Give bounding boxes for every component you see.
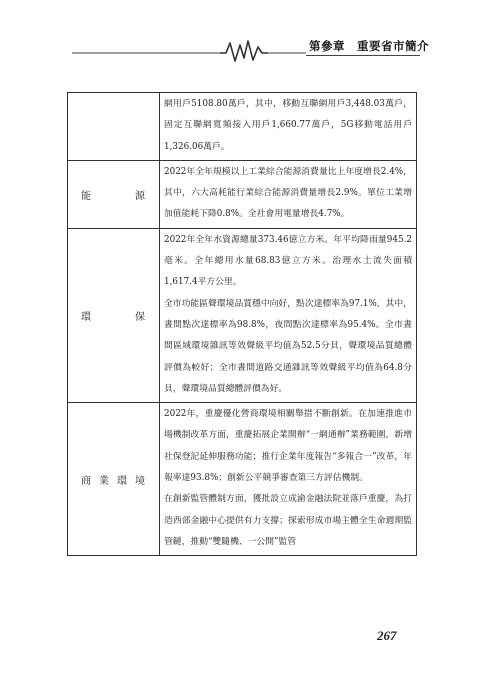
province-info-table xyxy=(67,92,417,556)
content-cell xyxy=(160,228,417,402)
paragraph: 網用戶5108.80萬戶，其中，移動互聯網用戶3,448.03萬戶，固定互聯網寬頻接入用戶1,660.77萬戶，5G移動電話用戶1,326.06萬戶。 xyxy=(164,99,412,152)
category-label-energy: 能 源 xyxy=(81,190,145,202)
paragraph: 2022年全年水資源總量373.46億立方米。年平均降雨量945.2毫米。全年總用水量68.83億立方米。治理水土流失面積1,617.4平方公里。 xyxy=(164,234,412,288)
category-cell xyxy=(68,93,160,161)
page-header xyxy=(0,36,480,66)
chapter-title: 第參章 重要省市簡介 xyxy=(309,39,429,53)
category-label-business: 商 業 環 境 xyxy=(81,475,145,487)
category-cell xyxy=(68,160,160,228)
content-cell xyxy=(160,403,417,556)
page-number: 267 xyxy=(377,628,397,643)
category-label-environment: 環 保 xyxy=(81,311,145,323)
table-row xyxy=(68,93,417,161)
paragraph: 2022年，重慶優化營商環境相關舉措不斷創新。在加速推進市場機制改革方面，重慶拓展企業開辦“一網通辦”業務範圍，新增社保登記延伸服務功能；推行企業年度報告“多報合一”改革，年報率達93.8%；創新公平競爭審查第三方評估機制。 xyxy=(164,409,412,484)
content-cell xyxy=(160,160,417,228)
paragraph: 2022年全年規模以上工業綜合能源消費量比上年度增長2.4%，其中，六大高耗能行業綜合能源消費量增長2.9%。單位工業增加值能耗下降0.8%。全社會用電量增長4.7%。 xyxy=(164,166,412,220)
table-row xyxy=(68,228,417,402)
paragraph: 全市功能區聲環境品質穩中向好，點次達標率為97.1%，其中，晝間點次達標率為98.8%，夜間點次達標率為95.4%。全市晝間區域環境雜訊等效聲級平均值為52.5分貝，聲環境品質總體評價為較好；全市晝間道路交通雜訊等效聲級平均值為64.8分貝，聲環境品質總體評價為好。 xyxy=(164,298,412,394)
paragraph: 在創新監管體制方面，獲批設立成渝金融法院並落戶重慶，為打造西部金融中心提供有力支撐；探索形成市場主體全生命週期監管鏈，推動“雙隨機、一公開”監管 xyxy=(164,494,412,547)
table-row xyxy=(68,403,417,556)
category-cell xyxy=(68,403,160,556)
content-cell xyxy=(160,93,417,161)
category-cell xyxy=(68,228,160,402)
table-row xyxy=(68,160,417,228)
